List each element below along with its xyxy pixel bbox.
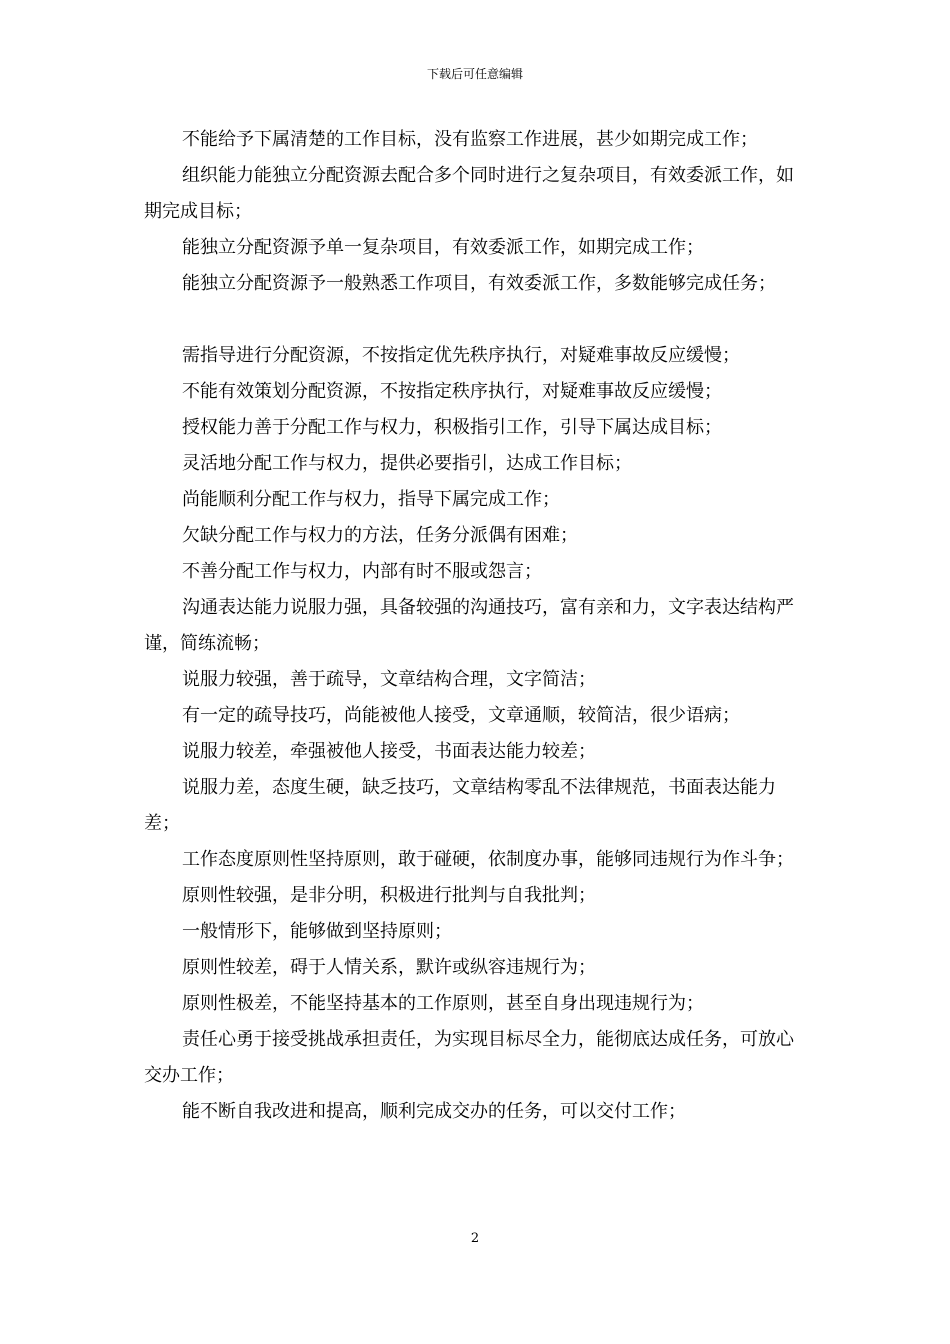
paragraph: 一般情形下，能够做到坚持原则； — [182, 921, 452, 942]
page-header: 下载后可任意编辑 — [426, 67, 523, 81]
paragraph: 能不断自我改进和提高，顺利完成交办的任务，可以交付工作； — [182, 1101, 686, 1122]
paragraph: 原则性极差，不能坚持基本的工作原则，甚至自身出现违规行为； — [182, 993, 704, 1014]
paragraph: 说服力较差，牵强被他人接受，书面表达能力较差； — [182, 741, 596, 762]
paragraph: 说服力差，态度生硬，缺乏技巧，文章结构零乱不法律规范，书面表达能力差； — [144, 777, 776, 834]
paragraph: 工作态度原则性坚持原则，敢于碰硬，依制度办事，能够同违规行为作斗争； — [182, 849, 794, 870]
paragraph: 不能有效策划分配资源，不按指定秩序执行，对疑难事故反应缓慢； — [182, 381, 722, 402]
paragraph: 能独立分配资源予单一复杂项目，有效委派工作，如期完成工作； — [182, 237, 704, 258]
page-number: 2 — [470, 1231, 480, 1246]
paragraph: 欠缺分配工作与权力的方法，任务分派偶有困难； — [182, 525, 578, 546]
paragraph: 有一定的疏导技巧，尚能被他人接受，文章通顺，较简洁，很少语病； — [182, 705, 740, 726]
paragraph: 沟通表达能力说服力强，具备较强的沟通技巧，富有亲和力，文字表达结构严谨，简练流畅； — [144, 597, 794, 654]
paragraph: 能独立分配资源予一般熟悉工作项目，有效委派工作，多数能够完成任务； — [182, 273, 776, 294]
paragraph: 原则性较强，是非分明，积极进行批判与自我批判； — [182, 885, 596, 906]
paragraph: 责任心勇于接受挑战承担责任，为实现目标尽全力，能彻底达成任务，可放心交办工作； — [144, 1029, 794, 1086]
document-body — [144, 122, 810, 1130]
paragraph: 组织能力能独立分配资源去配合多个同时进行之复杂项目，有效委派工作，如期完成目标； — [144, 165, 794, 222]
paragraph: 原则性较差，碍于人情关系，默许或纵容违规行为； — [182, 957, 596, 978]
blank-line — [144, 302, 810, 338]
paragraph: 不能给予下属清楚的工作目标，没有监察工作进展，甚少如期完成工作； — [182, 129, 758, 150]
paragraph: 需指导进行分配资源，不按指定优先秩序执行，对疑难事故反应缓慢； — [182, 345, 740, 366]
paragraph: 授权能力善于分配工作与权力，积极指引工作，引导下属达成目标； — [182, 417, 722, 438]
paragraph: 不善分配工作与权力，内部有时不服或怨言； — [182, 561, 542, 582]
paragraph: 说服力较强，善于疏导，文章结构合理，文字简洁； — [182, 669, 596, 690]
paragraph: 尚能顺利分配工作与权力，指导下属完成工作； — [182, 489, 560, 510]
paragraph: 灵活地分配工作与权力，提供必要指引，达成工作目标； — [182, 453, 632, 474]
